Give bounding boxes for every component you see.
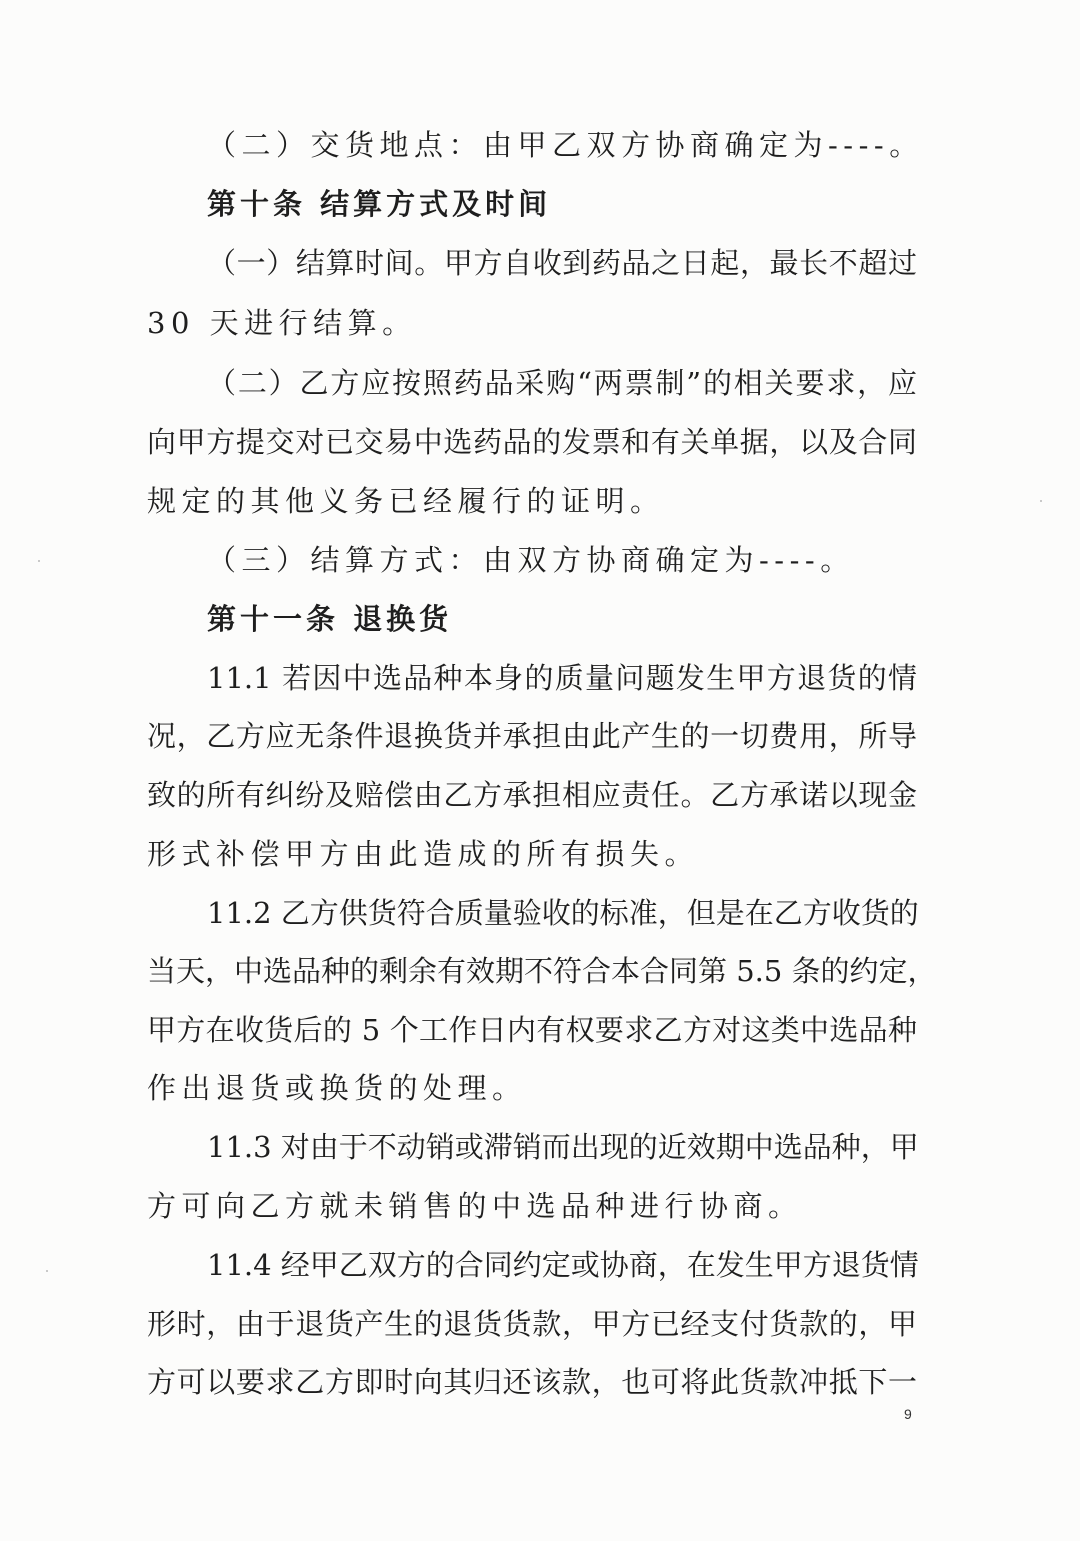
scan-speck bbox=[46, 1270, 48, 1272]
paragraph-line: （三）结算方式：由双方协商确定为----。 bbox=[207, 543, 855, 577]
paragraph-line: 况，乙方应无条件退换货并承担由此产生的一切费用，所导 bbox=[147, 719, 917, 753]
section-heading: 第十条 结算方式及时间 bbox=[207, 187, 552, 221]
paragraph-line: 当天，中选品种的剩余有效期不符合本合同第 5.5 条的约定， bbox=[147, 954, 937, 988]
paragraph-line: 形时，由于退货产生的退货货款，甲方已经支付货款的，甲 bbox=[147, 1307, 917, 1341]
section-heading: 第十一条 退换货 bbox=[207, 602, 453, 636]
paragraph-line: 方可向乙方就未销售的中选品种进行协商。 bbox=[147, 1189, 803, 1223]
scan-speck bbox=[1040, 500, 1042, 502]
paragraph-line: （二）乙方应按照药品采购“两票制”的相关要求，应 bbox=[207, 366, 917, 400]
paragraph-line: 致的所有纠纷及赔偿由乙方承担相应责任。乙方承诺以现金 bbox=[147, 778, 917, 812]
paragraph-line: 30 天进行结算。 bbox=[147, 306, 417, 340]
paragraph-line: 11.3 对由于不动销或滞销而出现的近效期中选品种，甲 bbox=[207, 1130, 919, 1164]
paragraph-line: 11.2 乙方供货符合质量验收的标准，但是在乙方收货的 bbox=[207, 896, 919, 930]
paragraph-line: 形式补偿甲方由此造成的所有损失。 bbox=[147, 837, 700, 871]
paragraph-line: （一）结算时间。甲方自收到药品之日起，最长不超过 bbox=[207, 246, 917, 280]
page-number: 9 bbox=[904, 1406, 912, 1422]
paragraph-line: 11.4 经甲乙双方的合同约定或协商，在发生甲方退货情 bbox=[207, 1248, 919, 1282]
paragraph-line: 11.1 若因中选品种本身的质量问题发生甲方退货的情 bbox=[207, 661, 917, 695]
scan-speck bbox=[38, 560, 40, 562]
paragraph-line: 向甲方提交对已交易中选药品的发票和有关单据，以及合同 bbox=[147, 425, 917, 459]
paragraph-line: （二）交货地点：由甲乙双方协商确定为----。 bbox=[207, 128, 924, 162]
paragraph-line: 甲方在收货后的 5 个工作日内有权要求乙方对这类中选品种 bbox=[147, 1013, 917, 1047]
paragraph-line: 方可以要求乙方即时向其归还该款，也可将此货款冲抵下一 bbox=[147, 1365, 917, 1399]
paragraph-line: 规定的其他义务已经履行的证明。 bbox=[147, 484, 665, 518]
paragraph-line: 作出退货或换货的处理。 bbox=[147, 1071, 527, 1105]
